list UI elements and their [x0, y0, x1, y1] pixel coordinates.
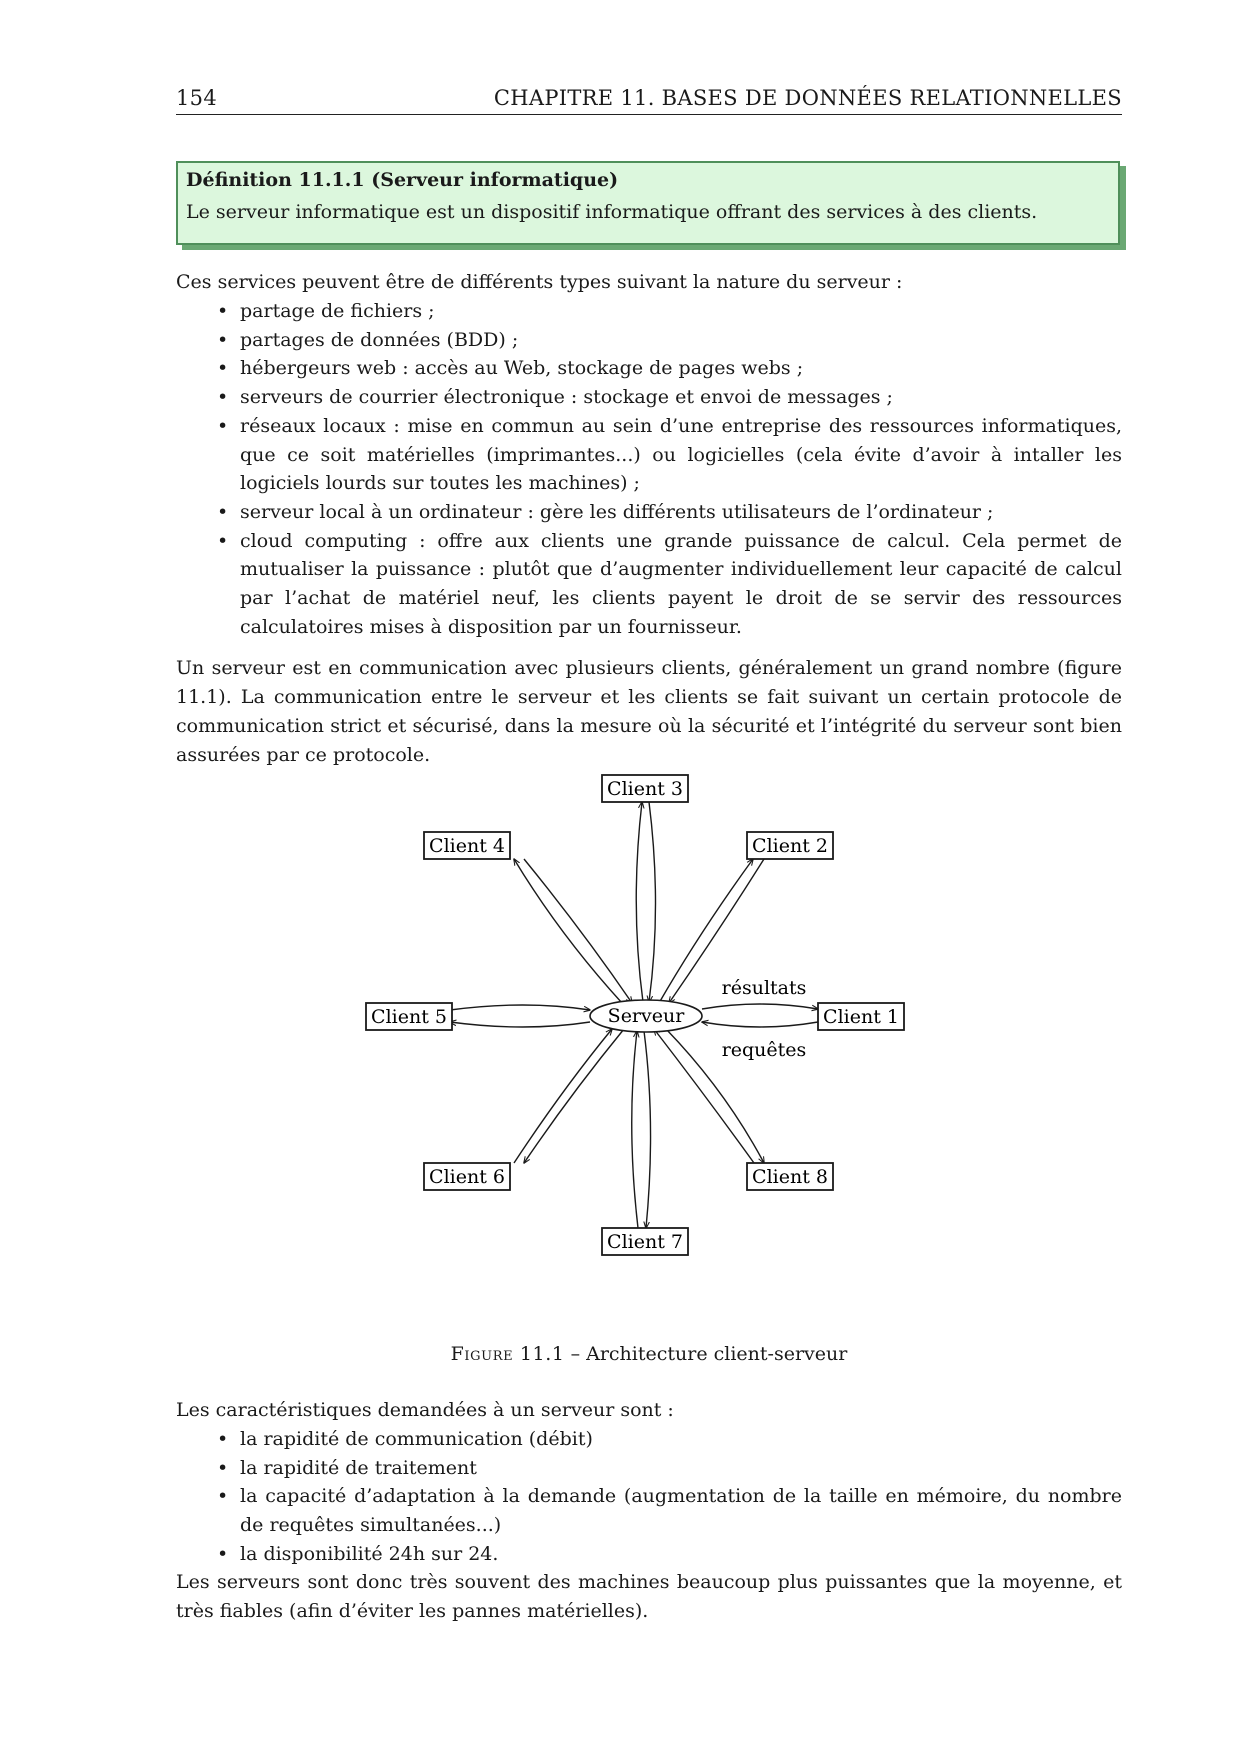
services-intro: Ces services peuvent être de différents types suivant la nature du serveur :: [176, 271, 903, 293]
edge-from-client-4: [524, 859, 632, 1003]
client-4-label: Client 4: [429, 835, 505, 857]
client-4-node: [424, 832, 510, 859]
figure-caption: [0, 1343, 1240, 1365]
client-7-node: [602, 1228, 688, 1255]
client-1-label: Client 1: [823, 1006, 899, 1028]
client-2-node: [747, 832, 833, 859]
client-8-label: Client 8: [752, 1166, 828, 1188]
edge-from-client-1: [702, 1022, 818, 1027]
client-8-node: [747, 1163, 833, 1190]
list-item: • la capacité d’adaptation à la demande (augmentation de la taille en mémoire, du nombre de requêtes simultanées...): [176, 1482, 1122, 1539]
client-6-node: [424, 1163, 510, 1190]
client-6-label: Client 6: [429, 1166, 505, 1188]
edge-to-client-5: [450, 1022, 590, 1027]
edge-to-client-1: [702, 1004, 818, 1009]
client-1-node: [818, 1003, 904, 1030]
list-item: • la disponibilité 24h sur 24.: [176, 1540, 1122, 1569]
results-edge-label: résultats: [721, 977, 807, 999]
running-header: [176, 86, 1122, 115]
list-item: • cloud computing : offre aux clients une grande puissance de calcul. Cela permet de mutualiser la puissance : plutôt que d’augmenter individuellement leur capacité de calcul par l’achat de matériel neuf, les clients payent le droit de se servir des ressources calculatoires mises à disposition par un fournisseur.: [176, 527, 1122, 642]
figure-caption-label: Figure 11.1: [450, 1343, 565, 1365]
list-item: • serveur local à un ordinateur : gère les différents utilisateurs de l’ordinateur ;: [176, 498, 1122, 527]
definition-box: [176, 161, 1120, 245]
client-server-diagram: [360, 770, 940, 1290]
definition-text: Le serveur informatique est un dispositif informatique offrant des services à des clients.: [186, 201, 1038, 223]
communication-paragraph: Un serveur est en communication avec plusieurs clients, généralement un grand nombre (figure 11.1). La communication entre le serveur et les clients se fait suivant un certain protocole de communication strict et sécurisé, dans la mesure où la sécurité et l’intégrité du serveur sont bien assurées par ce protocole.: [176, 657, 1122, 766]
services-list: [176, 297, 1122, 641]
characteristics-list: [176, 1425, 1122, 1569]
client-3-node: [602, 775, 688, 802]
client-3-label: Client 3: [607, 778, 683, 800]
client-7-label: Client 7: [607, 1231, 683, 1253]
list-item: • la rapidité de traitement: [176, 1454, 1122, 1483]
edge-to-client-7: [644, 1031, 651, 1228]
edge-from-client-3: [649, 802, 656, 1002]
client-server-figure: [360, 770, 940, 1290]
edge-from-client-5: [450, 1005, 590, 1010]
list-item: • partage de fichiers ;: [176, 297, 1122, 326]
edge-to-client-4: [514, 859, 622, 1003]
requests-edge-label: requêtes: [721, 1039, 807, 1061]
edge-from-client-6: [514, 1029, 612, 1163]
edge-to-client-3: [636, 802, 643, 1002]
client-5-node: [366, 1003, 452, 1030]
figure-caption-text: – Architecture client-serveur: [564, 1343, 848, 1365]
server-label: Serveur: [607, 1005, 685, 1027]
client-2-label: Client 2: [752, 835, 828, 857]
chapter-title: CHAPITRE 11. BASES DE DONNÉES RELATIONNELLES: [493, 86, 1122, 110]
list-item: • hébergeurs web : accès au Web, stockage de pages webs ;: [176, 354, 1122, 383]
page-number: 154: [176, 86, 217, 110]
definition-title: Définition 11.1.1 (Serveur informatique): [186, 169, 619, 191]
list-item: • la rapidité de communication (débit): [176, 1425, 1122, 1454]
edge-from-client-7: [632, 1031, 638, 1228]
characteristics-intro: Les caractéristiques demandées à un serveur sont :: [176, 1399, 674, 1421]
edge-to-client-6: [524, 1029, 624, 1163]
characteristics-conclusion: Les serveurs sont donc très souvent des machines beaucoup plus puissantes que la moyenne, et très fiables (afin d’éviter les pannes matérielles).: [176, 1571, 1122, 1622]
list-item: • réseaux locaux : mise en commun au sein d’une entreprise des ressources informatiques, que ce soit matérielles (imprimantes...) ou logicielles (cela évite d’avoir à intaller les logiciels lourds sur toutes les machines) ;: [176, 412, 1122, 498]
server-node: [590, 1000, 702, 1032]
list-item: • serveurs de courrier électronique : stockage et envoi de messages ;: [176, 383, 1122, 412]
list-item: • partages de données (BDD) ;: [176, 326, 1122, 355]
client-5-label: Client 5: [371, 1006, 447, 1028]
